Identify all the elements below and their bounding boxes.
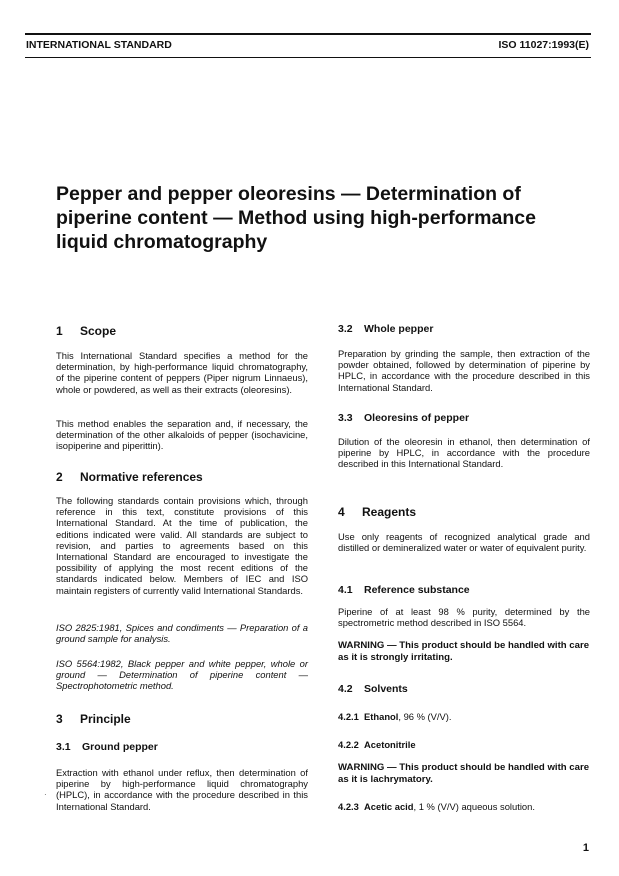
margin-mark: ·: [44, 790, 47, 799]
section-3-2-heading: 3.2 Whole pepper: [338, 323, 434, 335]
section-4-1-heading: 4.1 Reference substance: [338, 584, 470, 596]
section-1-heading: 1 Scope: [56, 324, 117, 338]
section-3-1-heading: 3.1 Ground pepper: [56, 741, 158, 753]
reference-substance-paragraph: Piperine of at least 98 % purity, determined by the spectrometric method described in ISO 5564.: [338, 606, 590, 629]
running-header: [25, 33, 591, 58]
scope-paragraph-2: This method enables the separation and, if necessary, the determination of the other alkaloids of pepper (isochavicine, isopiperine and piperittin).: [56, 418, 308, 452]
reference-iso-2825: ISO 2825:1981, Spices and condiments — Preparation of a ground sample for analysis.: [56, 622, 308, 645]
warning-lachrymatory: WARNING — This product should be handled with care as it is lachrymatory.: [338, 762, 590, 785]
page-number: 1: [582, 842, 589, 854]
section-4-2-heading: 4.2 Solvents: [338, 683, 408, 695]
oleoresins-paragraph: Dilution of the oleoresin in ethanol, then determination of piperine by HPLC, in accordance with the procedure described in this International Standard.: [338, 436, 590, 470]
reagents-paragraph: Use only reagents of recognized analytical grade and distilled or demineralized water or water of equivalent purity.: [338, 531, 590, 554]
whole-pepper-paragraph: Preparation by grinding the sample, then extraction of the powder obtained, followed by determination of piperine by HPLC, in accordance with the procedure described in this International Standard.: [338, 348, 590, 393]
header-right: ISO 11027:1993(E): [498, 39, 589, 51]
ground-pepper-paragraph: Extraction with ethanol under reflux, then determination of piperine by high-performance liquid chromatography (HPLC), in accordance with the procedure described in this International Standard.: [56, 767, 308, 812]
section-4-heading: 4 Reagents: [338, 505, 417, 519]
scope-paragraph-1: This International Standard specifies a method for the determination, by high-performance liquid chromatography, of the piperine content of peppers (Piper nigrum Linnaeus), whole or powdered, as well as their extracts (oleoresins).: [56, 350, 308, 395]
document-title: Pepper and pepper oleoresins — Determination of piperine content — Method using high-performance liquid chromatography: [56, 183, 536, 253]
normative-paragraph: The following standards contain provisions which, through reference in this text, constitute provisions of this International Standard. At the time of publication, the editions indicated were valid. All standards are subject to revision, and parties to agreements based on this International Standard are encouraged to investigate the possibility of applying the most recent editions of the standards indicated below. Members of IEC and ISO maintain registers of currently valid International Standards.: [56, 495, 308, 596]
item-4-2-1: 4.2.1 Ethanol, 96 % (V/V).: [338, 711, 452, 722]
reference-iso-5564: ISO 5564:1982, Black pepper and white pepper, whole or ground — Determination of piperine content — Spectrophotometric method.: [56, 658, 308, 692]
header-left: INTERNATIONAL STANDARD: [26, 39, 172, 51]
section-3-3-heading: 3.3 Oleoresins of pepper: [338, 412, 470, 424]
item-4-2-2: 4.2.2 Acetonitrile: [338, 739, 416, 750]
item-4-2-3: 4.2.3 Acetic acid, 1 % (V/V) aqueous solution.: [338, 801, 535, 812]
section-2-heading: 2 Normative references: [56, 470, 203, 484]
section-3-heading: 3 Principle: [56, 712, 131, 726]
warning-irritating: WARNING — This product should be handled with care as it is strongly irritating.: [338, 640, 590, 663]
